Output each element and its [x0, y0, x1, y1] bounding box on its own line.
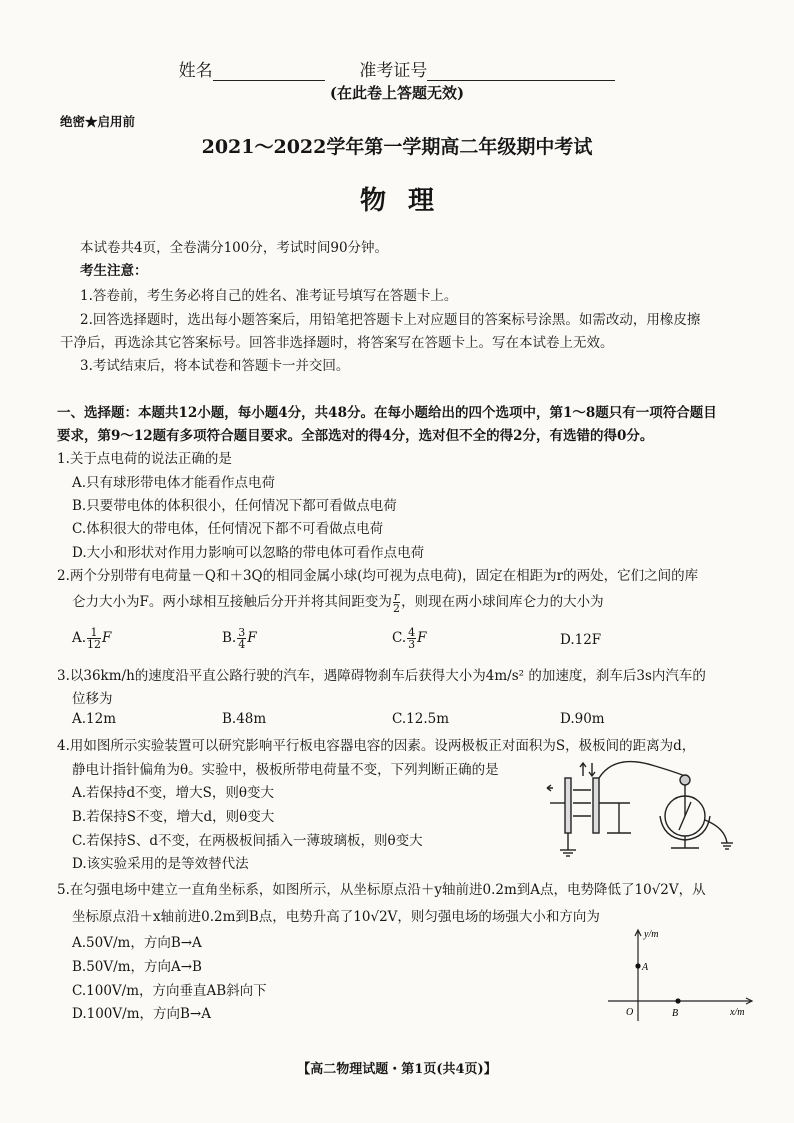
section-instruction: 要求，第9～12题有多项符合题目要求。全部选对的得4分，选对但不全的得2分，有选错的得0分。 — [57, 428, 654, 444]
name-label: 姓名 — [178, 61, 213, 81]
candidate-info-line — [0, 56, 794, 81]
intro-item: 1.答卷前，考生务必将自己的姓名、准考证号填写在答题卡上。 — [80, 288, 458, 304]
exam-no-blank — [427, 62, 615, 81]
x-axis-label: x/m — [730, 1007, 745, 1018]
intro-line: 本试卷共4页，全卷满分100分，考试时间90分钟。 — [80, 240, 389, 256]
intro-item: 3.考试结束后，将本试卷和答题卡一并交回。 — [80, 358, 350, 374]
question-stem: 5.在匀强电场中建立一直角坐标系，如图所示，从坐标原点沿＋y轴前进0.2m到A点，电势降低了10√2V，从 — [57, 882, 706, 898]
intro-heading: 考生注意： — [80, 263, 148, 279]
secret-mark: 绝密★启用前 — [60, 114, 136, 129]
question-stem-cont: 仑力大小为F。两小球相互接触后分开并将其间距变为 $\frac{r}{2}$ ，则现在两小球间库仑力的大小为 — [72, 590, 604, 615]
option-d: D.90m — [560, 711, 605, 727]
y-axis-label: y/m — [644, 929, 659, 940]
answer-notice: (在此卷上答题无效) — [329, 84, 465, 102]
section-instruction: 一、选择题：本题共12小题，每小题4分，共48分。在每小题给出的四个选项中，第1～8题只有一项符合题目 — [57, 405, 717, 421]
option-c: C. $\frac{4}{3}$ F — [392, 626, 427, 651]
option-a: A.12m — [72, 711, 117, 727]
option: C.若保持S、d不变，在两极板间插入一薄玻璃板，则θ变大 — [72, 833, 423, 849]
option: A.若保持d不变，增大S，则θ变大 — [72, 785, 275, 801]
question-stem-cont: 位移为 — [72, 691, 113, 707]
question-stem: 3.以36km/h的速度沿平直公路行驶的汽车，遇障碍物刹车后获得大小为4m/s² 的加速度，刹车后3s内汽车的 — [57, 668, 706, 684]
option-b: B. $\frac{3}{4}$ F — [222, 626, 257, 651]
fraction: $\frac{r}{2}$ — [393, 590, 400, 615]
option: C.100V/m，方向垂直AB斜向下 — [72, 983, 267, 999]
origin-label: O — [626, 1007, 634, 1018]
point-a — [635, 963, 640, 968]
option-d: D.12F — [560, 632, 602, 648]
page-footer: 【高二物理试题・第1页(共4页)】 — [297, 1062, 497, 1077]
option-c: C.12.5m — [392, 711, 449, 727]
question-stem-cont: 静电计指针偏角为θ。实验中，极板所带电荷量不变，下列判断正确的是 — [72, 762, 499, 778]
option: B.50V/m，方向A→B — [72, 959, 202, 975]
option-a: A. $\frac{1}{12}$ F — [72, 626, 112, 651]
capacitor-electrometer-figure — [545, 758, 745, 858]
exam-no-label: 准考证号 — [359, 61, 428, 81]
option: A.50V/m，方向B→A — [72, 935, 202, 951]
point-b — [675, 998, 680, 1003]
option: C.体积很大的带电体，任何情况下都不可看做点电荷 — [72, 521, 384, 537]
name-blank — [213, 62, 325, 81]
point-a-label: A — [642, 962, 649, 973]
question-stem-cont: 坐标原点沿＋x轴前进0.2m到B点，电势升高了10√2V，则匀强电场的场强大小和方向为 — [72, 909, 600, 925]
option: B.若保持S不变，增大d，则θ变大 — [72, 809, 275, 825]
intro-item: 2.回答选择题时，选出每小题答案后，用铅笔把答题卡上对应题目的答案标号涂黑。如需改动，用橡皮擦 — [80, 312, 701, 328]
option: A.只有球形带电体才能看作点电荷 — [72, 475, 276, 491]
point-b-label: B — [672, 1008, 679, 1019]
intro-item: 干净后，再选涂其它答案标号。回答非选择题时，将答案写在答题卡上。写在本试卷上无效。 — [60, 335, 614, 351]
coordinate-figure — [600, 925, 760, 1025]
option: B.只要带电体的体积很小，任何情况下都可看做点电荷 — [72, 498, 397, 514]
option: D.大小和形状对作用力影响可以忽略的带电体可看作点电荷 — [72, 545, 425, 561]
subject-title: 物理 — [359, 186, 456, 216]
option: D.100V/m，方向B→A — [72, 1006, 211, 1022]
question-stem: 2.两个分别带有电荷量－Q和＋3Q的相同金属小球(均可视为点电荷)，固定在相距为r的两处，它们之间的库 — [57, 568, 699, 584]
option: D.该实验采用的是等效替代法 — [72, 856, 249, 872]
question-stem: 1.关于点电荷的说法正确的是 — [57, 451, 232, 467]
exam-title: 2021～2022学年第一学期高二年级期中考试 — [201, 136, 593, 158]
option-b: B.48m — [222, 711, 267, 727]
question-stem: 4.用如图所示实验装置可以研究影响平行板电容器电容的因素。设两极板正对面积为S，极板间的距离为d， — [57, 738, 696, 754]
